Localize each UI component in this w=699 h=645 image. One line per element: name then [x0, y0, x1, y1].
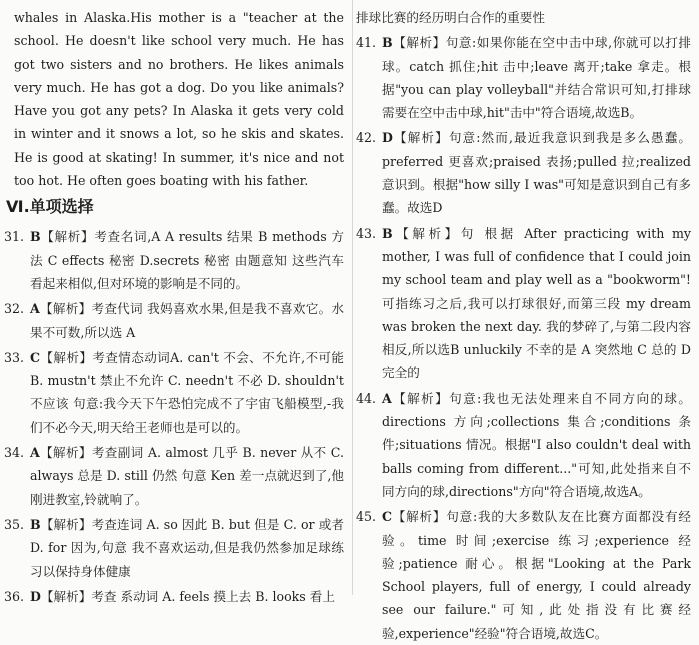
right-column [356, 0, 694, 645]
item-text: 考查名词,A A results 结果 B methods 方法 C effects 秘密 D.secrets 秘密 由题意知 这些汽车看起来相似,但对环境的影响是不同的。 [30, 229, 345, 291]
reading-passage: whales in Alaska.His mother is a "teacher at the school. He doesn't like school very much. He has got two sisters and no brothers. He likes animals very much. He has got a dog. Do you like animals? Have you got any pets? In Alaska it gets very cold in winter and it snows a lot, so he skis and skates. He is good at skating! In summer, it's nice and not too hot. He often goes boating with his father. [14, 10, 344, 189]
item-text: 考查代词 我妈喜欢水果,但是我不喜欢它。水果不可数,所以选 A [30, 301, 344, 340]
item-text: 句意:我也无法处理来自不同方向的球。directions 方向;collections 集合;conditions 条件;situations 情况。根据"I also couldn't deal with balls coming from different..."可知,此处指来自不同方向的球,directions"方向"符合语境,故选A。 [382, 390, 691, 499]
item-tag: 【解析】 [40, 516, 92, 532]
item-text: 句意:然而,最近我意识到我是多么愚蠢。preferred 更喜欢;praised 表扬;pulled 拉;realized 意识到。根据"how silly I was"可知是意识到自己有多蠢。故选D [382, 130, 691, 216]
item-tag: 【解析】 [392, 509, 447, 525]
item-text: 考查 系动词 A. feels 摸上去 B. looks 看上 [91, 588, 335, 604]
answer-item-42 [356, 126, 691, 219]
answer-item-31 [4, 225, 344, 295]
answer-item-43 [356, 222, 691, 385]
item-text: 考查情态动词A. can't 不会、不允许,不可能 B. mustn't 禁止不允许 C. needn't 不必 D. shouldn't不应该 句意:我今天下午恐怕完成不了宇宙飞船模型,-我们不必今天,明天给王老师也是可以的。 [30, 349, 344, 435]
item-number: 42. [356, 130, 377, 146]
item-answer: D [30, 588, 41, 604]
item-number: 32. [4, 301, 25, 317]
item-number: 34. [4, 445, 25, 461]
item-answer: B [382, 225, 393, 241]
item-number: 36. [4, 588, 25, 604]
section-title: Ⅵ.单项选择 [6, 197, 94, 217]
item-number: 35. [4, 516, 25, 532]
item-answer: A [382, 390, 392, 406]
item-answer: C [382, 509, 393, 525]
item-tag: 【解析】 [392, 130, 449, 146]
item-number: 45. [356, 509, 377, 525]
item-text: 考查连词 A. so 因此 B. but 但是 C. or 或者 D. for 因为,句意 我不喜欢运动,但是我仍然参加足球练习以保持身体健康 [30, 516, 344, 579]
answer-item-33 [4, 346, 344, 439]
item-tag: 【解析】 [40, 588, 92, 604]
item-answer: C [30, 349, 41, 365]
item-number: 31. [4, 229, 25, 245]
item-answer: B [382, 35, 393, 51]
item-tag: 【解析】 [39, 301, 92, 317]
left-column [0, 0, 350, 608]
answer-item-45 [356, 505, 691, 645]
column-divider [352, 0, 353, 595]
item-number: 41. [356, 35, 377, 51]
item-number: 43. [356, 225, 377, 241]
item-tag: 【解析】 [40, 349, 93, 365]
item-number: 44. [356, 390, 377, 406]
answer-item-36 [4, 585, 344, 608]
item-tag: 【解析】 [392, 225, 461, 241]
item-answer: B [30, 229, 41, 245]
continued-text: 排球比赛的经历明白合作的重要性 [356, 10, 545, 25]
answer-item-44 [356, 387, 691, 503]
item-tag: 【解析】 [391, 390, 450, 406]
answer-item-41 [356, 31, 691, 124]
answer-item-35 [4, 513, 344, 583]
item-text: 考查副词 A. almost 几乎 B. never 从不 C. always 总是 D. still 仍然 句意 Ken 差一点就迟到了,他刚进教室,铃就响了。 [30, 445, 344, 507]
item-text: 句意:我的大多数队友在比赛方面都没有经验。time 时间;exercise 练习;experience 经验;patience 耐心。根据"Looking at the Park School players, full of energy, I could already see our failure."可知,此处指没有比赛经验,experience"经验"符合语境,故选C。 [382, 509, 691, 641]
answer-item-34 [4, 441, 344, 511]
item-answer: A [30, 445, 40, 461]
item-text: 句 根据 After practicing with my mother, I was full of confidence that I could join my school team and play well as a "bookworm"!可指练习之后,我可以打球很好,而第三段 my dream was broken the next day. 我的梦碎了,与第二段内容相反,所以选B unluckily 不幸的是 A 突然地 C 总的 D完全的 [382, 225, 692, 381]
item-tag: 【解析】 [392, 35, 446, 51]
item-tag: 【解析】 [40, 229, 95, 245]
item-number: 33. [4, 349, 25, 365]
item-tag: 【解析】 [39, 445, 92, 461]
item-text: 句意:如果你能在空中击中球,你就可以打排球。catch 抓住;hit 击中;leave 离开;take 拿走。根据"you can play volleyball"并结合常识可知,打排球需要在空中击中球,hit"击中"符合语境,故选B。 [382, 35, 692, 121]
item-answer: D [382, 130, 393, 146]
answer-item-32 [4, 297, 344, 344]
item-answer: B [30, 516, 41, 532]
item-answer: A [30, 301, 40, 317]
